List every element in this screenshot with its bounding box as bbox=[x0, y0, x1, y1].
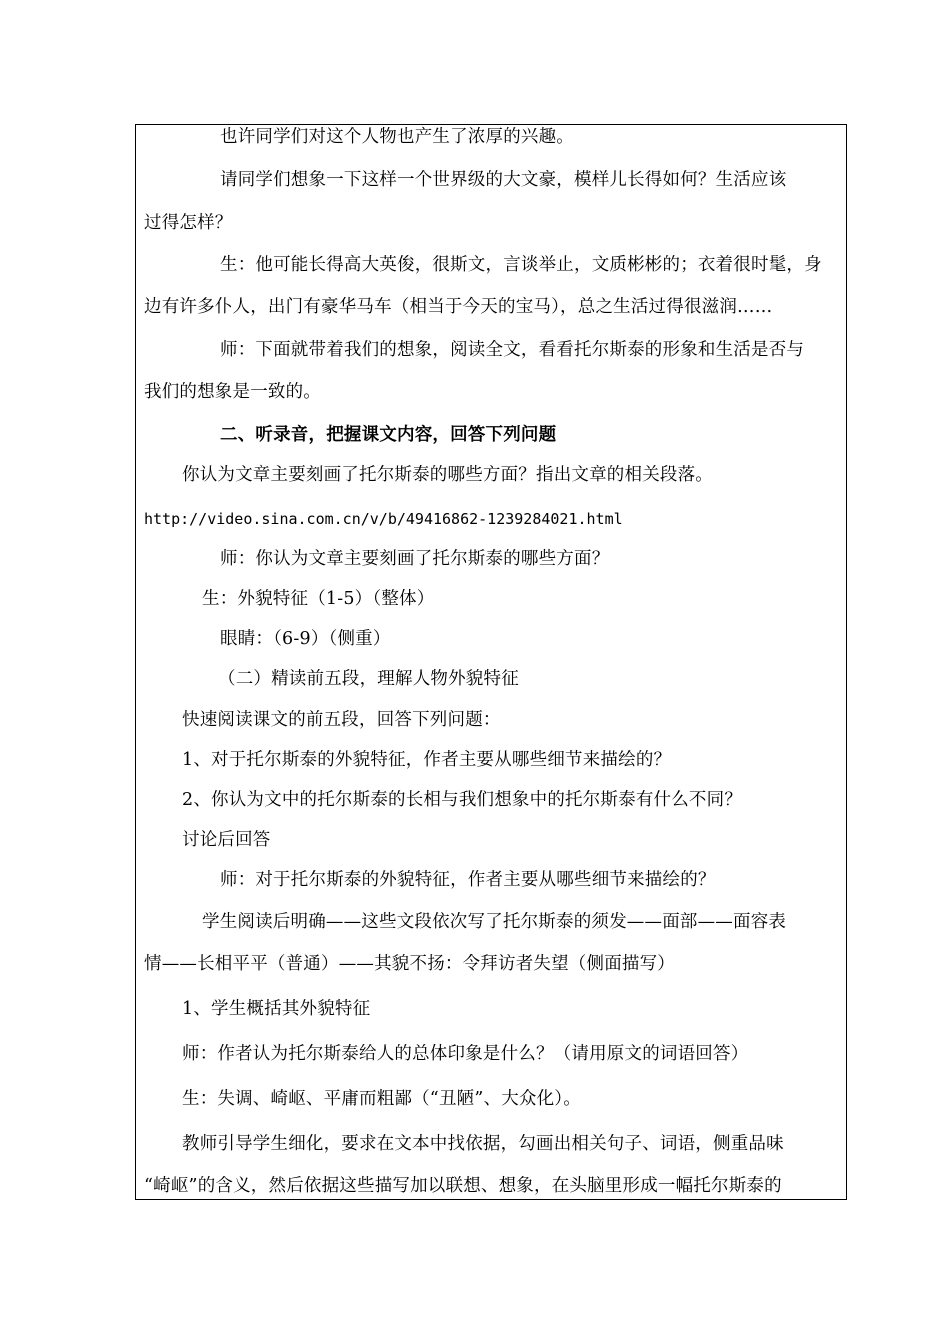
paragraph-line: 请同学们想象一下这样一个世界级的大文豪，模样儿长得如何？生活应该 bbox=[220, 170, 787, 190]
subsection-heading: （二）精读前五段，理解人物外貌特征 bbox=[218, 669, 519, 689]
paragraph-line: 师：下面就带着我们的想象，阅读全文，看看托尔斯泰的形象和生活是否与 bbox=[220, 340, 805, 360]
paragraph-line: 过得怎样？ bbox=[144, 213, 233, 233]
table-cell-frame bbox=[135, 124, 847, 1200]
paragraph-line: 生：他可能长得高大英俊，很斯文，言谈举止，文质彬彬的；衣着很时髦，身 bbox=[220, 255, 822, 275]
paragraph-line: 教师引导学生细化，要求在文本中找依据，勾画出相关句子、词语，侧重品味 bbox=[182, 1134, 784, 1154]
paragraph-line: 讨论后回答 bbox=[182, 830, 271, 850]
paragraph-line: 快速阅读课文的前五段，回答下列问题： bbox=[182, 710, 501, 730]
paragraph-line: 学生阅读后明确——这些文段依次写了托尔斯泰的须发——面部——面容表 bbox=[202, 912, 787, 932]
paragraph-line: “崎岖”的含义，然后依据这些描写加以联想、想象，在头脑里形成一幅托尔斯泰的 bbox=[144, 1176, 782, 1196]
section-heading: 二、听录音，把握课文内容，回答下列问题 bbox=[220, 425, 557, 445]
question-item: 1、对于托尔斯泰的外貌特征，作者主要从哪些细节来描绘的？ bbox=[182, 750, 672, 770]
paragraph-line: 眼睛：（6-9）（侧重） bbox=[220, 629, 391, 649]
paragraph-line: 情——长相平平（普通）——其貌不扬：令拜访者失望（侧面描写） bbox=[144, 954, 675, 974]
paragraph-line: 你认为文章主要刻画了托尔斯泰的哪些方面？指出文章的相关段落。 bbox=[182, 465, 713, 485]
paragraph-line: 1、学生概括其外貌特征 bbox=[182, 999, 371, 1019]
video-link[interactable]: http://video.sina.com.cn/v/b/49416862-1239284021.html bbox=[144, 510, 623, 528]
paragraph-line: 也许同学们对这个人物也产生了浓厚的兴趣。 bbox=[220, 127, 574, 147]
paragraph-line: 师：你认为文章主要刻画了托尔斯泰的哪些方面？ bbox=[220, 549, 610, 569]
question-item: 2、你认为文中的托尔斯泰的长相与我们想象中的托尔斯泰有什么不同？ bbox=[182, 790, 743, 810]
paragraph-line: 生：外貌特征（1-5）（整体） bbox=[202, 589, 435, 609]
paragraph-line: 师：作者认为托尔斯泰给人的总体印象是什么？（请用原文的词语回答） bbox=[182, 1044, 749, 1064]
paragraph-line: 生：失调、崎岖、平庸而粗鄙（“丑陋”、大众化）。 bbox=[182, 1089, 581, 1109]
paragraph-line: 边有许多仆人，出门有豪华马车（相当于今天的宝马），总之生活过得很滋润…… bbox=[144, 297, 773, 317]
paragraph-line: 师：对于托尔斯泰的外貌特征，作者主要从哪些细节来描绘的？ bbox=[220, 870, 716, 890]
paragraph-line: 我们的想象是一致的。 bbox=[144, 382, 321, 402]
